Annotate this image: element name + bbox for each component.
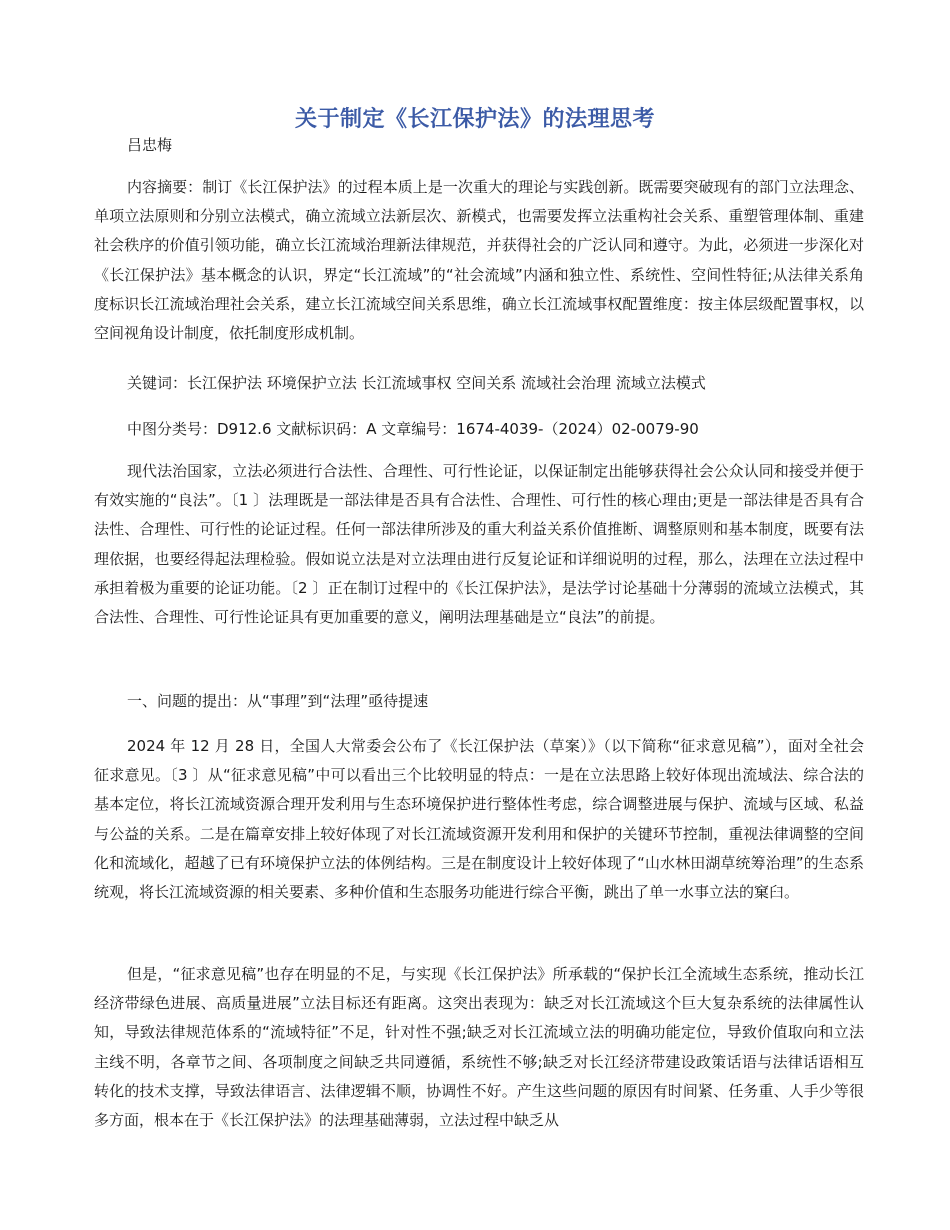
- body-paragraph-2: 2024 年 12 月 28 日，全国人大常委会公布了《长江保护法（草案）》（以下简称“征求意见稿”），面对全社会征求意见。〔3 〕从“征求意见稿”中可以看出三个比较明显的特点：一是在立法思路上较好体现出流域法、综合法的基本定位，将长江流域资源合理开发利用与生态环境保护进行整体性考虑，综合调整进展与保护、流域与区域、私益与公益的关系。二是在篇章安排上较好体现了对长江流域资源开发利用和保护的关键环节控制，重视法律调整的空间化和流域化，超越了已有环境保护立法的体例结构。三是在制度设计上较好体现了“山水林田湖草统筹治理”的生态系统观，将长江流域资源的相关要素、多种价值和生态服务功能进行综合平衡，跳出了单一水事立法的窠臼。: [94, 737, 864, 902]
- keywords-line: 关键词：长江保护法 环境保护立法 长江流域事权 空间关系 流域社会治理 流域立法模式: [127, 374, 706, 392]
- body-paragraph-3: 但是，“征求意见稿”也存在明显的不足，与实现《长江保护法》所承载的“保护长江全流域生态系统，推动长江经济带绿色进展、高质量进展”立法目标还有距离。这突出表现为：缺乏对长江流域这个巨大复杂系统的法律属性认知，导致法律规范体系的“流域特征”不足，针对性不强;缺乏对长江流域立法的明确功能定位，导致价值取向和立法主线不明，各章节之间、各项制度之间缺乏共同遵循，系统性不够;缺乏对长江经济带建设政策话语与法律话语相互转化的技术支撑，导致法律语言、法律逻辑不顺，协调性不好。产生这些问题的原因有时间紧、任务重、人手少等很多方面，根本在于《长江保护法》的法理基础薄弱，立法过程中缺乏从: [94, 965, 864, 1130]
- section-heading-1: 一、问题的提出：从“事理”到“法理”亟待提速: [127, 692, 429, 710]
- abstract-paragraph: 内容摘要：制订《长江保护法》的过程本质上是一次重大的理论与实践创新。既需要突破现有的部门立法理念、单项立法原则和分别立法模式，确立流域立法新层次、新模式，也需要发挥立法重构社会关系、重塑管理体制、重建社会秩序的价值引领功能，确立长江流域治理新法律规范，并获得社会的广泛认同和遵守。为此，必须进一步深化对《长江保护法》基本概念的认识，界定“长江流域”的“社会流域”内涵和独立性、系统性、空间性特征;从法律关系角度标识长江流域治理社会关系，建立长江流域空间关系思维，确立长江流域事权配置维度：按主体层级配置事权，以空间视角设计制度，依托制度形成机制。: [94, 178, 864, 343]
- body-paragraph-1: 现代法治国家，立法必须进行合法性、合理性、可行性论证，以保证制定出能够获得社会公众认同和接受并便于有效实施的“良法”。〔1 〕法理既是一部法律是否具有合法性、合理性、可行性的核心理由;更是一部法律是否具有合法性、合理性、可行性的论证过程。任何一部法律所涉及的重大利益关系价值推断、调整原则和基本制度，既要有法理依据，也要经得起法理检验。假如说立法是对立法理由进行反复论证和详细说明的过程，那么，法理在立法过程中承担着极为重要的论证功能。〔2 〕正在制订过程中的《长江保护法》，是法学讨论基础十分薄弱的流域立法模式，其合法性、合理性、可行性论证具有更加重要的意义，阐明法理基础是立“良法”的前提。: [94, 462, 864, 627]
- author-name: 吕忠梅: [127, 136, 173, 154]
- article-title: 关于制定《长江保护法》的法理思考: [294, 107, 655, 132]
- classification-line: 中图分类号：D912.6 文献标识码：A 文章编号：1674-4039-（2024）02-0079-90: [127, 420, 699, 438]
